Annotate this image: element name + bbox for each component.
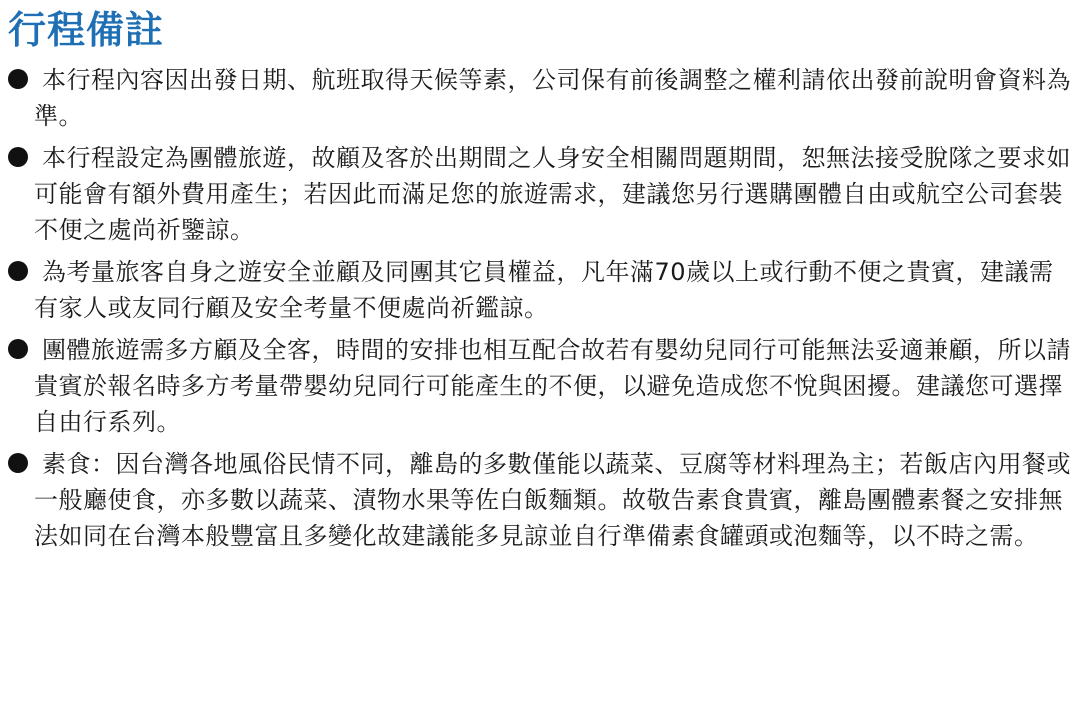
- notes-list: [0, 62, 1084, 560]
- bullet-icon: [8, 261, 28, 281]
- note-item-3: [0, 254, 1084, 326]
- page-title: 行程備註: [8, 8, 165, 52]
- note-item-5: [0, 446, 1084, 554]
- note-text: 團體旅遊需多方顧及全客，時間的安排也相互配合故若有嬰幼兒同行可能無法妥適兼顧，所以請貴賓於報名時多方考量帶嬰幼兒同行可能產生的不便，以避免造成您不悅與困擾。建議您可選擇自由行系列。: [34, 336, 1071, 436]
- note-text: 本行程設定為團體旅遊，故顧及客於出期間之人身安全相關問題期間，恕無法接受脫隊之要求如可能會有額外費用產生；若因此而滿足您的旅遊需求，建議您另行選購團體自由或航空公司套裝不便之處尚祈鑒諒。: [34, 144, 1071, 244]
- note-item-1: [0, 62, 1084, 134]
- bullet-icon: [8, 453, 28, 473]
- note-text: 本行程內容因出發日期、航班取得天候等素，公司保有前後調整之權利請依出發前說明會資料為準。: [34, 66, 1071, 130]
- bullet-icon: [8, 147, 28, 167]
- note-item-2: [0, 140, 1084, 248]
- bullet-icon: [8, 339, 28, 359]
- bullet-icon: [8, 69, 28, 89]
- note-text: 素食：因台灣各地風俗民情不同，離島的多數僅能以蔬菜、豆腐等材料理為主；若飯店內用餐或一般廳使食，亦多數以蔬菜、漬物水果等佐白飯麵類。故敬告素食貴賓，離島團體素餐之安排無法如同在台灣本般豐富且多變化故建議能多見諒並自行準備素食罐頭或泡麵等，以不時之需。: [34, 450, 1071, 550]
- note-item-4: [0, 332, 1084, 440]
- note-text: 為考量旅客自身之遊安全並顧及同團其它員權益，凡年滿70歲以上或行動不便之貴賓，建議需有家人或友同行顧及安全考量不便處尚祈鑑諒。: [34, 258, 1054, 322]
